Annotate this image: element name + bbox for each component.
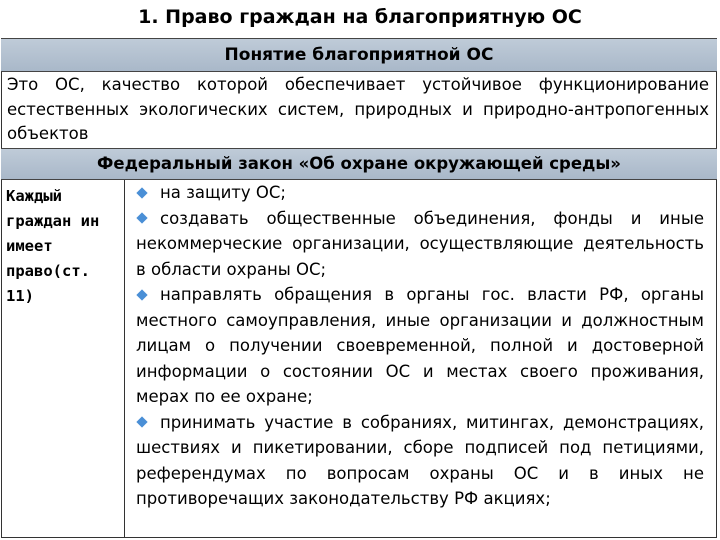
rights-list xyxy=(136,180,704,512)
list-item-text: на защиту ОС; xyxy=(160,183,286,202)
list-item-text: создавать общественные объединения, фонды и иные некоммерческие организации, осуществляющие деятельность в области охраны ОС; xyxy=(136,208,704,279)
diamond-bullet-icon xyxy=(136,187,147,198)
list-item-text: принимать участие в собраниях, митингах, демонстрациях, шествиях и пикетировании, сборе подписей под петициями, референдумах по вопросам охраны ОС и в иных не противоречащих законодательству РФ акциях; xyxy=(136,412,704,508)
diamond-bullet-icon xyxy=(136,416,147,427)
list-item-text: направлять обращения в органы гос. власти РФ, органы местного самоуправления, иные организации и должностным лицам о получении своевременной, полной и достоверной информации о состоянии ОС и местах своего проживания, мерах по ее охране; xyxy=(136,285,704,406)
list-item xyxy=(136,206,704,283)
list-item xyxy=(136,410,704,512)
rights-holder-label: Каждый граждан ин имеет право(ст. 11) xyxy=(6,187,100,305)
page-title: 1. Право граждан на благоприятную ОС xyxy=(138,6,582,28)
diamond-bullet-icon xyxy=(136,212,147,223)
column-divider xyxy=(124,180,125,538)
diamond-bullet-icon xyxy=(136,289,147,300)
definition-text: Это ОС, качество которой обеспечивает устойчивое функционирование естественных экологических систем, природных и природно-антропогенных объектов xyxy=(7,75,709,143)
list-item xyxy=(136,282,704,410)
list-item xyxy=(136,180,704,206)
section-header-concept: Понятие благоприятной ОС xyxy=(1,38,717,72)
section-header-law: Федеральный закон «Об охране окружающей среды» xyxy=(1,148,717,180)
